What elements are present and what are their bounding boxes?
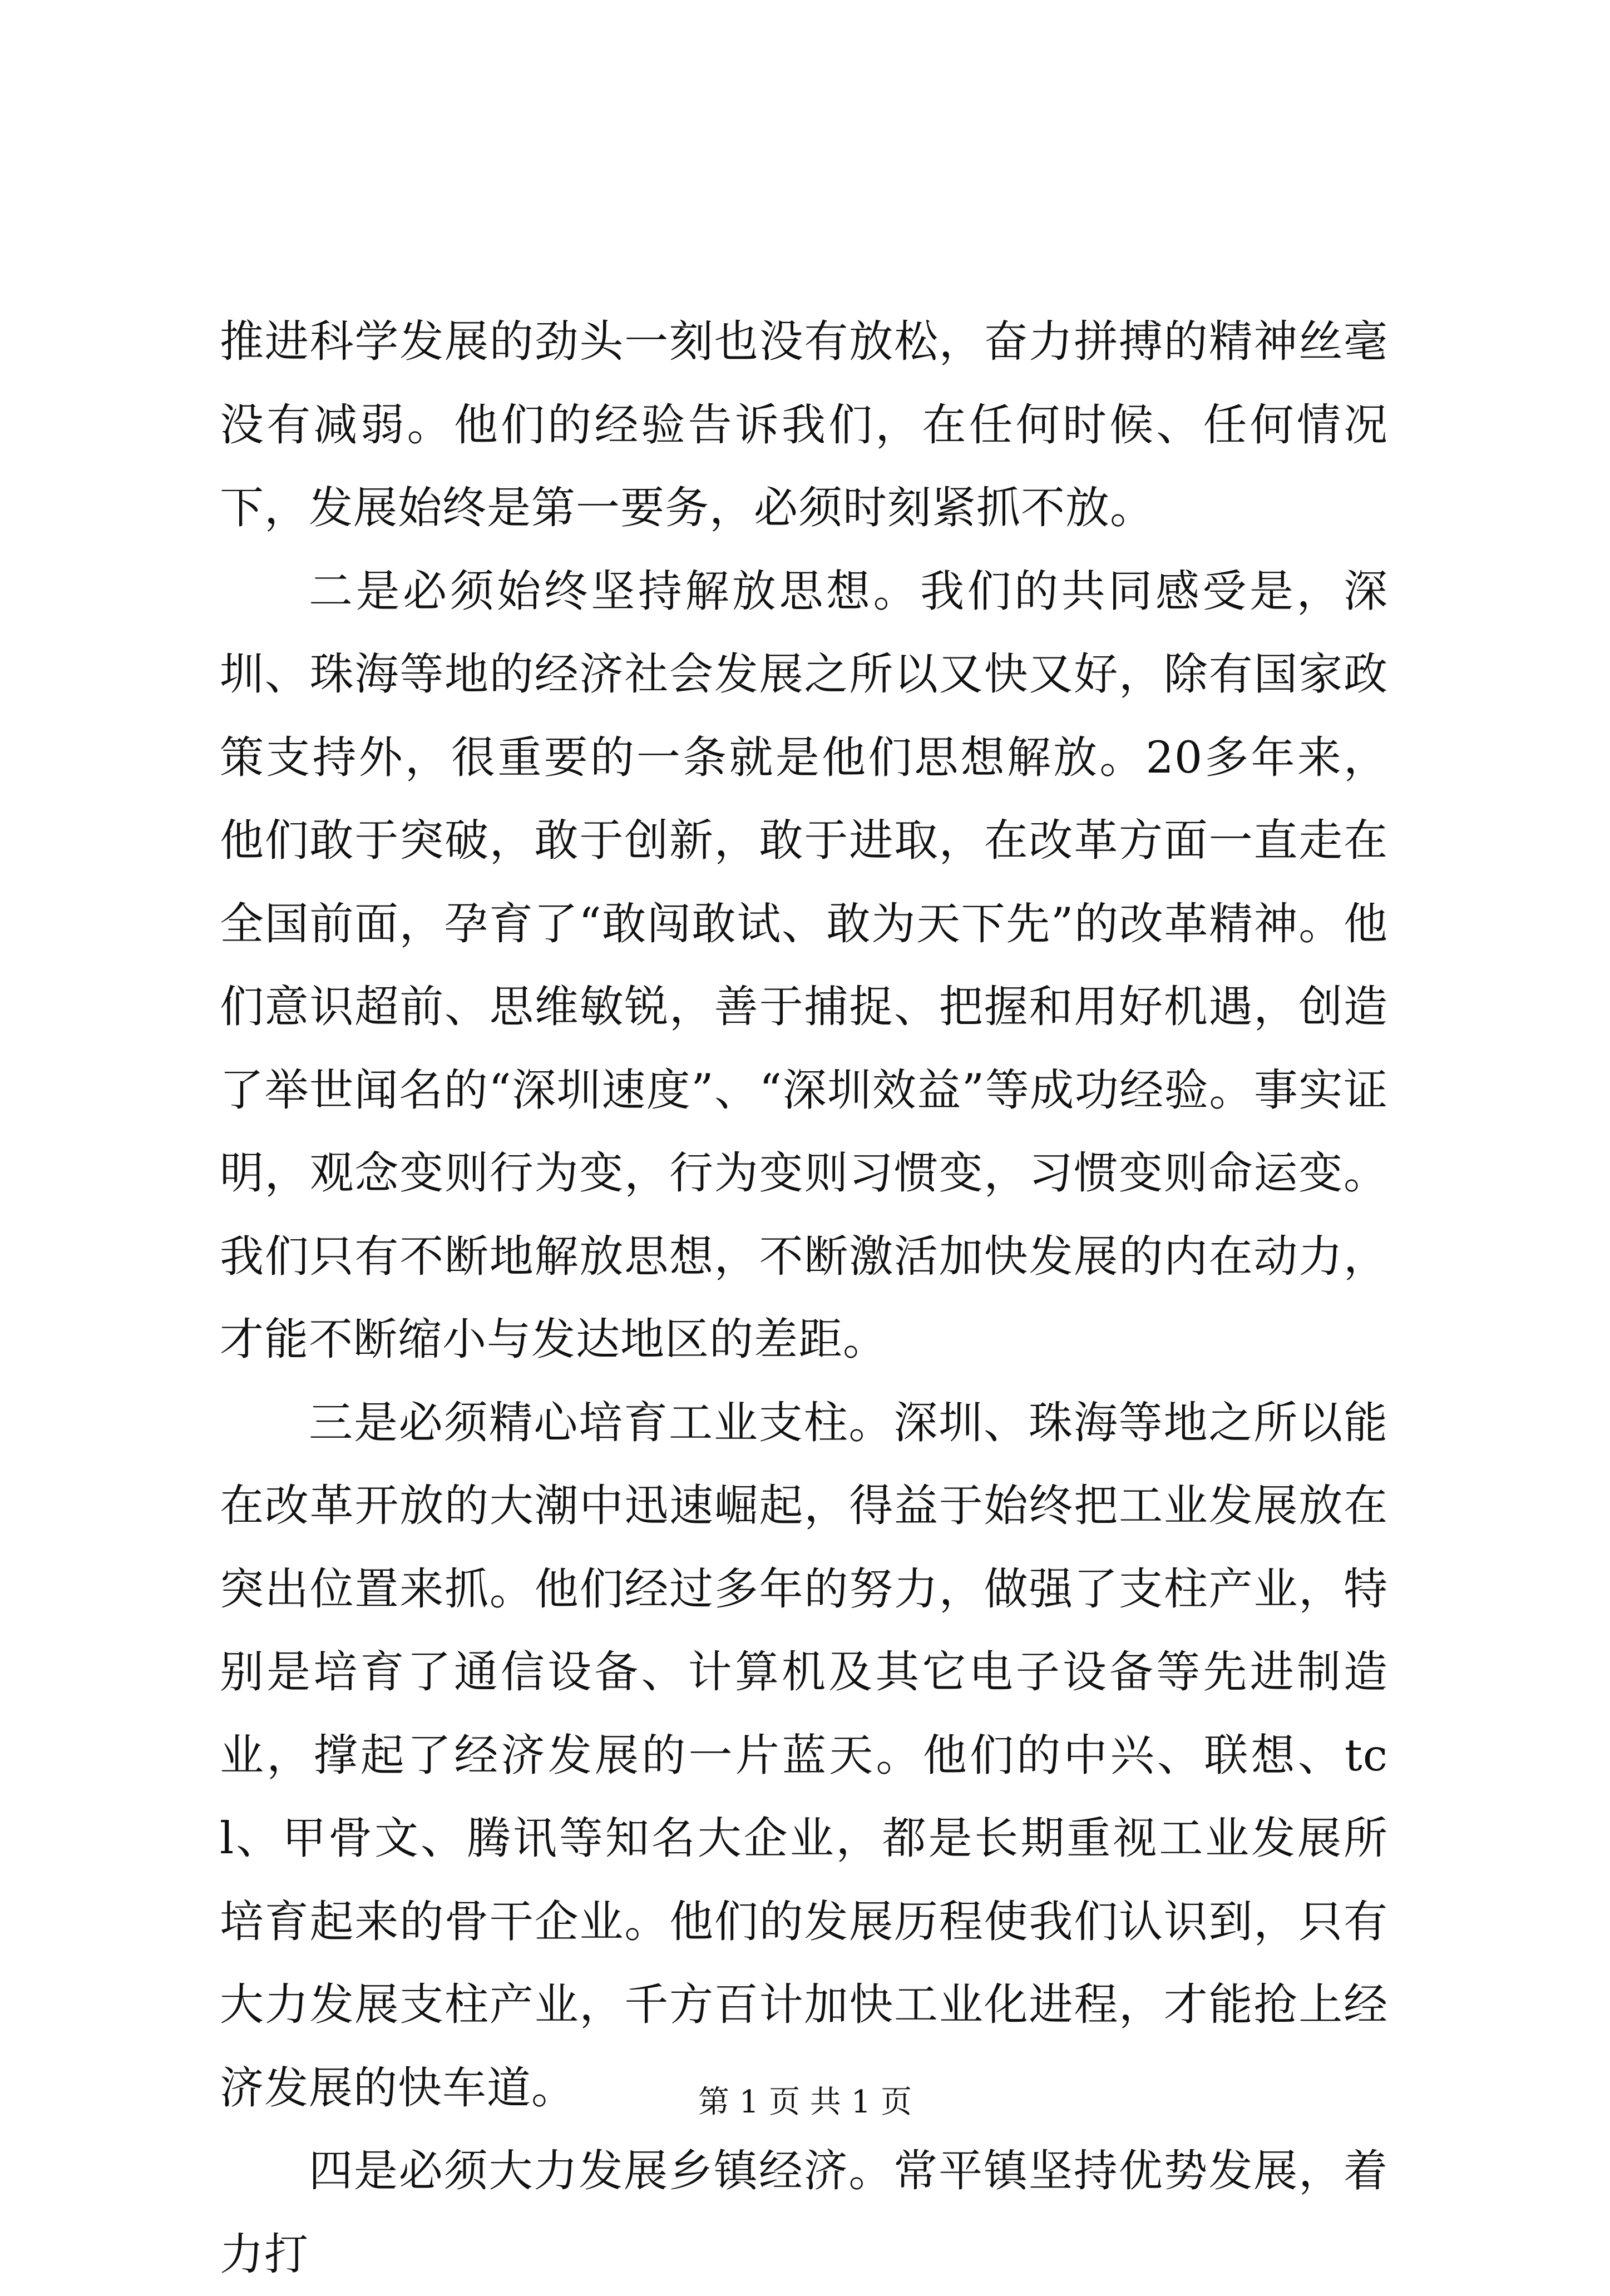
document-body bbox=[220, 300, 1388, 2296]
paragraph-township-economy: 四是必须大力发展乡镇经济。常平镇坚持优势发展，着力打 bbox=[220, 2145, 1388, 2280]
paragraph-industrial-pillar: 三是必须精心培育工业支柱。深圳、珠海等地之所以能在改革开放的大潮中迅速崛起，得益于始终把工业发展放在突出位置来抓。他们经过多年的努力，做强了支柱产业，特别是培育了通信设备、计算机及其它电子设备等先进制造业，撑起了经济发展的一片蓝天。他们的中兴、联想、tcl、甲骨文、腾讯等知名大企业，都是长期重视工业发展所培育起来的骨干企业。他们的发展历程使我们认识到，只有大力发展支柱产业，千方百计加快工业化进程，才能抢上经济发展的快车道。 bbox=[220, 1397, 1388, 2114]
page-footer: 第 1 页 共 1 页 bbox=[698, 2084, 912, 2120]
paragraph-continuation: 推进科学发展的劲头一刻也没有放松，奋力拼搏的精神丝毫没有减弱。他们的经验告诉我们，在任何时候、任何情况下，发展始终是第一要务，必须时刻紧抓不放。 bbox=[220, 316, 1388, 533]
paragraph-liberate-thinking: 二是必须始终坚持解放思想。我们的共同感受是，深圳、珠海等地的经济社会发展之所以又快又好，除有国家政策支持外，很重要的一条就是他们思想解放。20多年来，他们敢于突破，敢于创新，敢于进取，在改革方面一直走在全国前面，孕育了“敢闯敢试、敢为天下先”的改革精神。他们意识超前、思维敏锐，善于捕捉、把握和用好机遇，创造了举世闻名的“深圳速度”、“深圳效益”等成功经验。事实证明，观念变则行为变，行为变则习惯变，习惯变则命运变。我们只有不断地解放思想，不断激活加快发展的内在动力，才能不断缩小与发达地区的差距。 bbox=[220, 565, 1388, 1365]
